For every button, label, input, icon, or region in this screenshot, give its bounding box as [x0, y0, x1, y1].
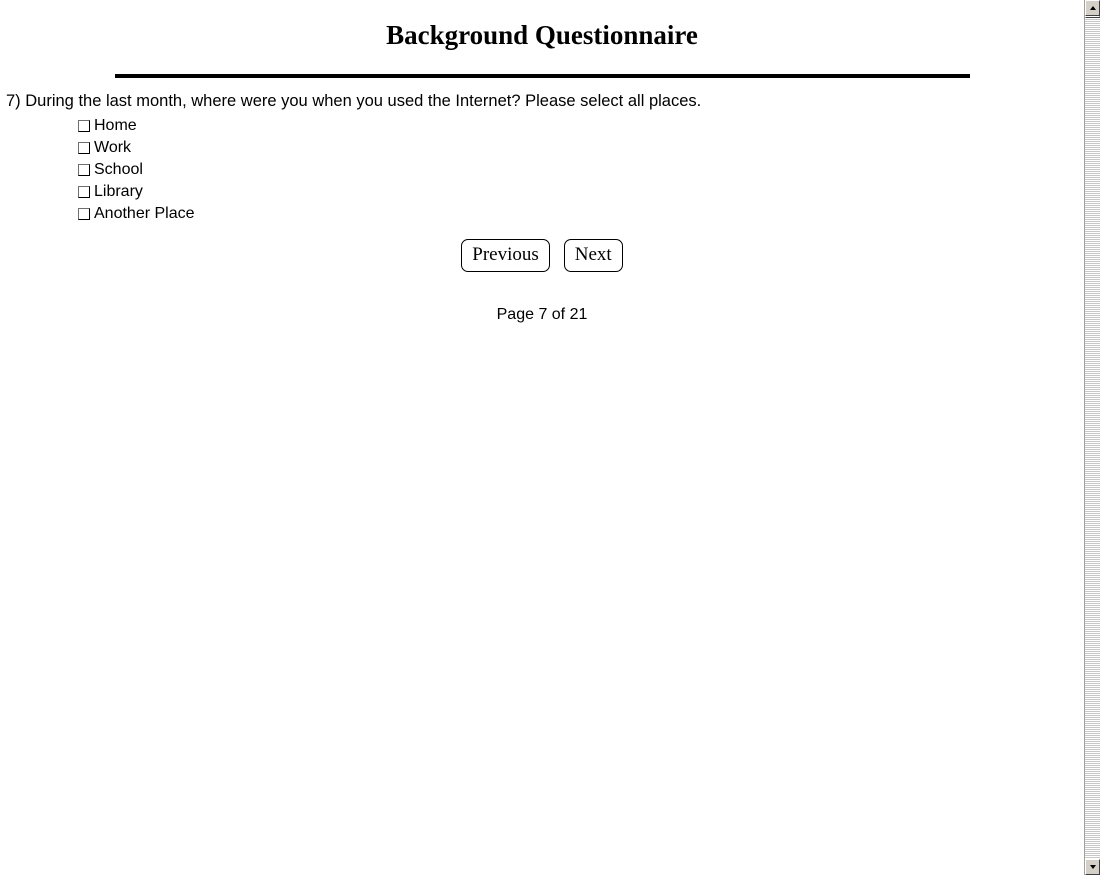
checkbox-another-place[interactable]	[78, 208, 90, 220]
scrollbar-thumb[interactable]	[1085, 16, 1100, 18]
navigation-buttons	[0, 239, 1084, 272]
answer-options-list	[78, 115, 1084, 225]
checkbox-work[interactable]	[78, 142, 90, 154]
option-label: Another Place	[94, 205, 195, 222]
option-label: Home	[94, 117, 137, 134]
option-label: School	[94, 161, 143, 178]
scroll-up-button[interactable]	[1085, 0, 1100, 16]
page-status: Page 7 of 21	[496, 306, 588, 323]
scroll-down-arrow-icon	[1090, 865, 1096, 869]
checkbox-home[interactable]	[78, 120, 90, 132]
list-item[interactable]	[78, 137, 1084, 159]
next-button[interactable]: Next	[564, 239, 623, 272]
scroll-down-button[interactable]	[1085, 859, 1100, 875]
option-label: Library	[94, 183, 143, 200]
option-label: Work	[94, 139, 132, 156]
question-text: 7) During the last month, where were you when you used the Internet? Please select all places.	[6, 92, 702, 110]
list-item[interactable]	[78, 159, 1084, 181]
list-item[interactable]	[78, 115, 1084, 137]
title-divider	[115, 74, 970, 78]
checkbox-library[interactable]	[78, 186, 90, 198]
vertical-scrollbar[interactable]	[1084, 0, 1100, 875]
checkbox-school[interactable]	[78, 164, 90, 176]
list-item[interactable]	[78, 203, 1084, 225]
scroll-up-arrow-icon	[1090, 6, 1096, 10]
scrollbar-track[interactable]	[1085, 16, 1100, 859]
list-item[interactable]	[78, 181, 1084, 203]
previous-button[interactable]: Previous	[461, 239, 550, 272]
page-title: Background Questionnaire	[386, 20, 698, 50]
